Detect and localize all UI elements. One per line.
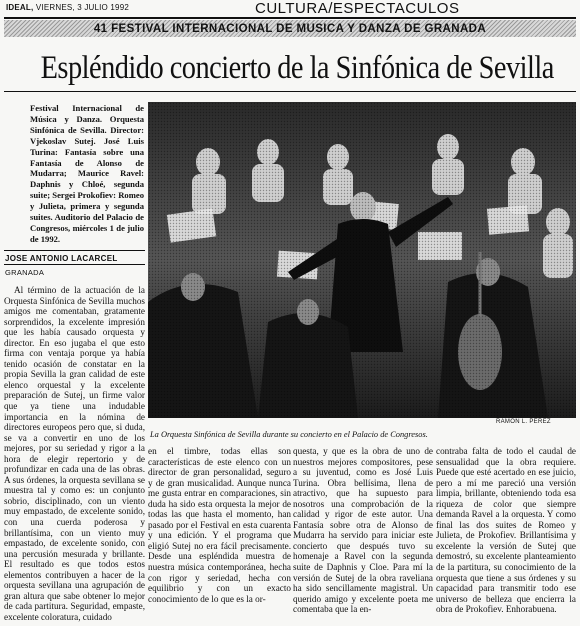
headline: Espléndido concierto de la Sinfónica de Sevilla	[40, 50, 554, 86]
concert-summary: Festival Internacional de Música y Danza. Orquesta Sinfónica de Sevilla. Director: Vjekoslav Sutej. José Luis Turina: Fantasía sobre una Fantasía de Alonso de Mudarra; Maurice Ravel: Daphnis y Chloé, segunda suite; Sergei Prokofiev: Romeo y Julieta, primera y segunda suites. Auditorio del Palacio de Congresos, miércoles 1 de julio de 1992.	[30, 103, 144, 244]
summary-rule	[4, 250, 145, 251]
headline-rule	[4, 91, 576, 92]
festival-banner	[4, 20, 576, 37]
top-rule	[4, 17, 576, 19]
article-column-1: Al término de la actuación de la Orquesta Sinfónica de Sevilla muchos amigos me comentaban, gratamente sorprendidos, la excelente impresión que les había causado orquesta y director. En eso jugaba el que esto firma con ventaja porque ya había tenido ocasión de constatar en la propia Sevilla la gran calidad de este elenco orquestal y la excelente preparación de Sutej, un firme valor que ya tiene una indudable importancia en la nómina de directores europeos pero que, si duda, se va a convertir en uno de los mejores, por su seriedad y rigor a la hora de elegir repertorio y de profundizar en cada una de las obras. A sus órdenes, la orquesta sevillana se muestra tal y como es: un conjunto sobrio, disciplinado, con un viento muy empastado, de excelente sonido, con una cuerda poderosa y brillantísima, con un viento muy empastado, de excelente sonido, con una percusión mesurada y brillante. El resultado es que todos estos elementos contribuyen a hacer de la orquesta sevillana una agrupación de gran altura que sabe obtener lo mejor de cada partitura. Seguridad, empaste, excelente coloratura, cuidado	[4, 285, 145, 622]
byline: JOSE ANTONIO LACARCEL	[5, 254, 118, 263]
festival-banner-text: 41 FESTIVAL INTERNACIONAL DE MUSICA Y DANZA DE GRANADA	[93, 22, 487, 35]
article-column-4: contraba falta de todo el caudal de sensualidad que la obra requiere. Puede que esté acertado en ese juicio, pero a mí me pareció una versión limpia, brillante, obteniendo toda esa riqueza de color que siempre demanda Ravel a la orquesta. Y como final las dos suites de Romeo y Julieta, de Prokofiev. Brillantísima y excelente la versión de Sutej que demostró, su excelente planteamiento de la partitura, su conocimiento de la orquesta que tiene a sus órdenes y su capacidad para transmitir todo ese universo de belleza que encierra la obra de Prokofiev. Enhorabuena.	[436, 446, 576, 615]
photo-credit: RAMON L. PEREZ	[496, 419, 551, 425]
article-column-3: questa, y que es la obra de uno de nuestros mejores compositores, pese a su juventud, como es José Luis Turina. Obra bellísima, llena de atractivo, que ha supuesto para nosotros una comprobación de la calidad y rigor de este autor. Una Fantasía sobre otra de Alonso de Mudarra ha servido para iniciar este concierto que después tuvo su homenaje a Ravel con la segunda suite de Daphnis y Cloe. Para mí la versión de Sutej de la obra raveliana ha sido sencillamente magistral. Un querido amigo y excelente poeta me comentaba que la en-	[293, 446, 433, 615]
issue-date: VIERNES, 3 JULIO 1992	[35, 3, 130, 12]
masthead-left	[6, 3, 129, 12]
orchestra-photo-image	[148, 102, 576, 418]
section-title: CULTURA/ESPECTACULOS	[255, 0, 460, 17]
orchestra-photo	[148, 102, 576, 418]
photo-caption: La Orquesta Sinfónica de Sevilla durante su concierto en el Palacio de Congresos.	[150, 430, 428, 439]
article-column-2: en el timbre, todas ellas son características de este elenco con un director de gran personalidad, seguro y de gran musicalidad. Aunque nunca me gusta entrar en comparaciones, sin duda ha sido esta orquesta la mejor de todas las que hasta el momento, han pasado por el Festival en esta cuarenta y una edición. Y el programa que eligió Sutej no era fácil precisamente. Desde una espléndida muestra de nuestra música contemporánea, hecha con rigor y seriedad, hecha con equilibrio y con un exacto conocimiento de lo que es la or-	[148, 446, 291, 604]
byline-rule	[4, 264, 145, 265]
paper-name: IDEAL,	[6, 3, 34, 12]
dateline: GRANADA	[5, 268, 45, 277]
